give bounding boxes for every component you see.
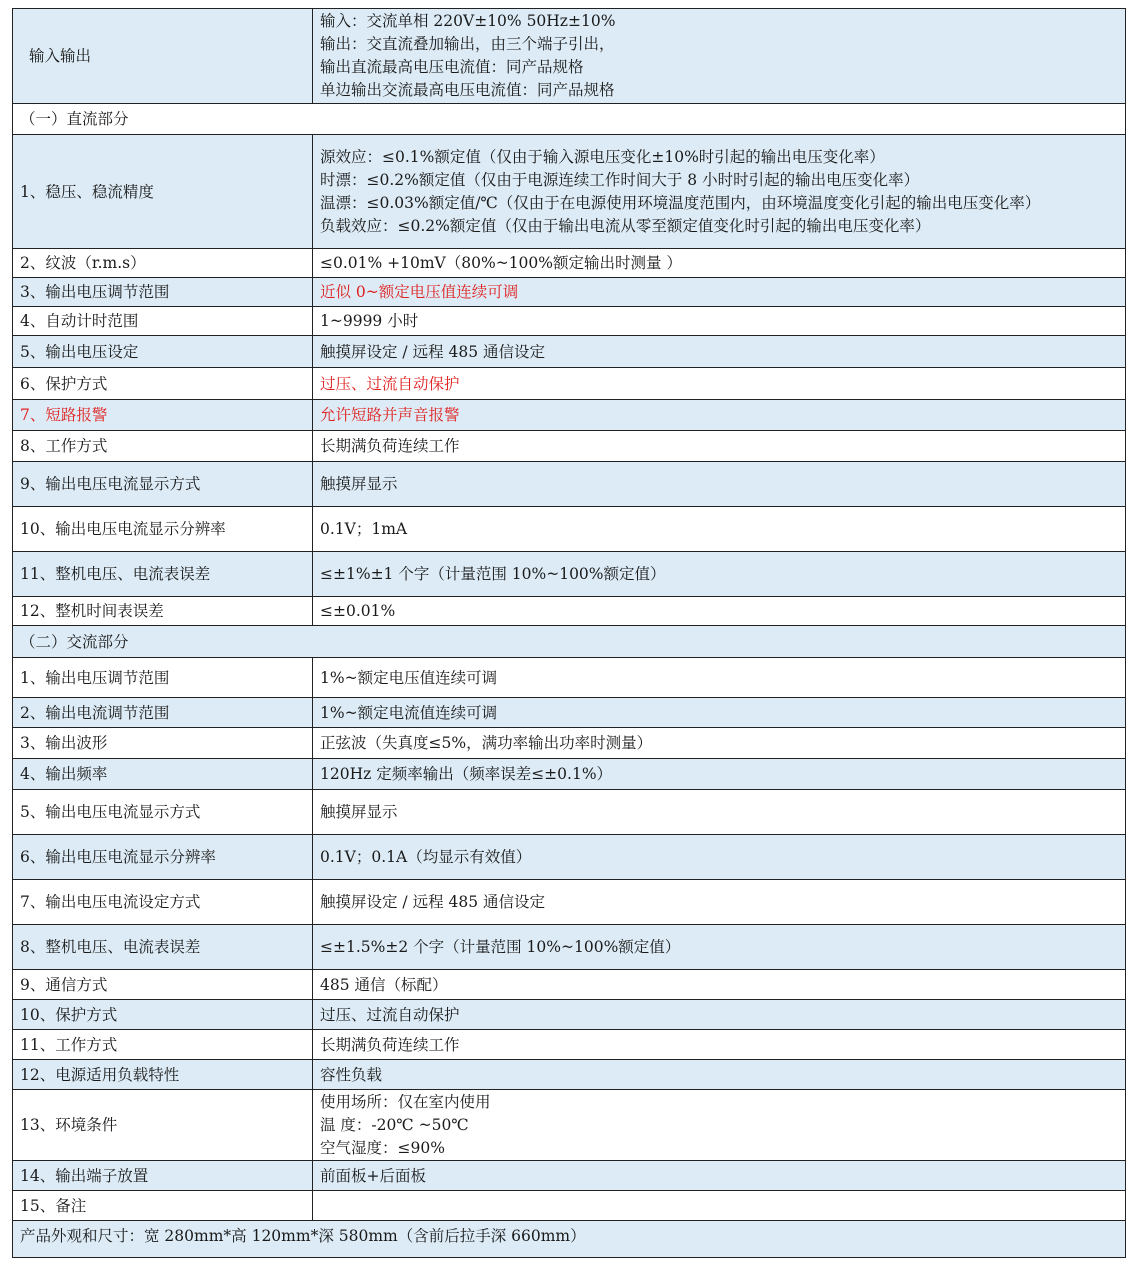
row-label: 15、备注 (13, 1191, 313, 1221)
row-value: ≤±1%±1 个字（计量范围 10%~100%额定值） (313, 552, 1126, 597)
row-value (313, 135, 1126, 249)
stability-line: 负载效应：≤0.2%额定值（仅由于输出电流从零至额定值变化时引起的输出电压变化率） (320, 216, 931, 235)
row-label: 10、输出电压电流显示分辨率 (13, 507, 313, 552)
row-value (313, 1090, 1126, 1161)
row-value: 过压、过流自动保护 (313, 1000, 1126, 1030)
row-label: 5、输出电压电流显示方式 (13, 790, 313, 835)
io-value (313, 9, 1126, 104)
row-label: 5、输出电压设定 (13, 336, 313, 368)
row-value: 0.1V；1mA (313, 507, 1126, 552)
row-label: 2、输出电流调节范围 (13, 698, 313, 728)
stability-line: 时漂：≤0.2%额定值（仅由于电源连续工作时间大于 8 小时时引起的输出电压变化率） (320, 170, 920, 189)
row-label: 6、输出电压电流显示分辨率 (13, 835, 313, 880)
row-label: 3、输出波形 (13, 728, 313, 759)
stability-line: 温漂：≤0.03%额定值/℃（仅由于在电源使用环境温度范围内，由环境温度变化引起的输出电压变化率） (320, 193, 1041, 212)
row-label: 9、通信方式 (13, 970, 313, 1000)
table-row (13, 698, 1126, 728)
table-row (13, 970, 1126, 1000)
row-label: 1、稳压、稳流精度 (13, 135, 313, 249)
row-label: 12、整机时间表误差 (13, 597, 313, 626)
ac-section-heading: （二）交流部分 (13, 626, 1126, 658)
table-row (13, 880, 1126, 925)
row-label: 1、输出电压调节范围 (13, 658, 313, 698)
table-row (13, 462, 1126, 507)
table-row (13, 597, 1126, 626)
row-label: 8、工作方式 (13, 431, 313, 462)
row-value: 触摸屏显示 (313, 462, 1126, 507)
row-label: 4、自动计时范围 (13, 307, 313, 336)
environment-line: 温 度：-20℃ ~50℃ (320, 1115, 469, 1134)
row-value: ≤0.01% +10mV（80%~100%额定输出时测量 ） (313, 249, 1126, 278)
table-row (13, 135, 1126, 249)
stability-line: 源效应：≤0.1%额定值（仅由于输入源电压变化±10%时引起的输出电压变化率） (320, 147, 885, 166)
row-label: 10、保护方式 (13, 1000, 313, 1030)
table-row (13, 1090, 1126, 1161)
table-row (13, 368, 1126, 400)
table-row (13, 552, 1126, 597)
dc-section-row (13, 104, 1126, 135)
row-label: 7、短路报警 (13, 400, 313, 431)
row-label: 13、环境条件 (13, 1090, 313, 1161)
environment-line: 空气湿度：≤90% (320, 1138, 445, 1157)
row-value: 触摸屏设定 / 远程 485 通信设定 (313, 880, 1126, 925)
table-row (13, 1060, 1126, 1090)
row-value: 1~9999 小时 (313, 307, 1126, 336)
table-row (13, 759, 1126, 790)
table-row (13, 790, 1126, 835)
row-label: 14、输出端子放置 (13, 1161, 313, 1191)
io-line: 输入：交流单相 220V±10% 50Hz±10% (320, 12, 616, 30)
row-value: ≤±1.5%±2 个字（计量范围 10%~100%额定值） (313, 925, 1126, 970)
footer-row (13, 1221, 1126, 1258)
io-line: 单边输出交流最高电压电流值：同产品规格 (320, 81, 615, 99)
row-label: 8、整机电压、电流表误差 (13, 925, 313, 970)
table-row (13, 336, 1126, 368)
row-value: 1%~额定电流值连续可调 (313, 698, 1126, 728)
table-row (13, 307, 1126, 336)
table-row (13, 400, 1126, 431)
table-row (13, 835, 1126, 880)
ac-section-row (13, 626, 1126, 658)
io-line: 输出：交直流叠加输出，由三个端子引出， (320, 35, 615, 53)
row-value: 0.1V；0.1A（均显示有效值） (313, 835, 1126, 880)
table-row (13, 1000, 1126, 1030)
row-value: 近似 0~额定电压值连续可调 (313, 278, 1126, 307)
row-value: 120Hz 定频率输出（频率误差≤±0.1%） (313, 759, 1126, 790)
spec-table (12, 8, 1126, 1258)
dc-section-heading: （一）直流部分 (13, 104, 1126, 135)
table-row (13, 249, 1126, 278)
row-value: 1%~额定电压值连续可调 (313, 658, 1126, 698)
row-label: 6、保护方式 (13, 368, 313, 400)
row-value: 触摸屏显示 (313, 790, 1126, 835)
row-label: 7、输出电压电流设定方式 (13, 880, 313, 925)
row-value: 长期满负荷连续工作 (313, 431, 1126, 462)
row-label: 9、输出电压电流显示方式 (13, 462, 313, 507)
row-value: 正弦波（失真度≤5%，满功率输出功率时测量） (313, 728, 1126, 759)
row-value: 前面板+后面板 (313, 1161, 1126, 1191)
row-value: 过压、过流自动保护 (313, 368, 1126, 400)
table-row (13, 507, 1126, 552)
row-label: 2、纹波（r.m.s） (13, 249, 313, 278)
dimensions-note: 产品外观和尺寸：宽 280mm*高 120mm*深 580mm（含前后拉手深 660mm） (13, 1221, 1126, 1258)
row-value: 485 通信（标配） (313, 970, 1126, 1000)
io-line: 输出直流最高电压电流值：同产品规格 (320, 58, 584, 76)
table-row (13, 1161, 1126, 1191)
table-row (13, 728, 1126, 759)
row-label: 3、输出电压调节范围 (13, 278, 313, 307)
io-row (13, 9, 1126, 104)
row-value (313, 1191, 1126, 1221)
environment-line: 使用场所：仅在室内使用 (320, 1092, 491, 1111)
row-value: 容性负载 (313, 1060, 1126, 1090)
row-label: 4、输出频率 (13, 759, 313, 790)
row-value: 长期满负荷连续工作 (313, 1030, 1126, 1060)
table-row (13, 431, 1126, 462)
table-row (13, 278, 1126, 307)
table-row (13, 1191, 1126, 1221)
row-value: 触摸屏设定 / 远程 485 通信设定 (313, 336, 1126, 368)
table-row (13, 1030, 1126, 1060)
row-label: 12、电源适用负载特性 (13, 1060, 313, 1090)
row-value: 允许短路并声音报警 (313, 400, 1126, 431)
row-label: 11、整机电压、电流表误差 (13, 552, 313, 597)
row-value: ≤±0.01% (313, 597, 1126, 626)
table-row (13, 925, 1126, 970)
table-row (13, 658, 1126, 698)
io-label: 输入输出 (13, 9, 313, 104)
row-label: 11、工作方式 (13, 1030, 313, 1060)
